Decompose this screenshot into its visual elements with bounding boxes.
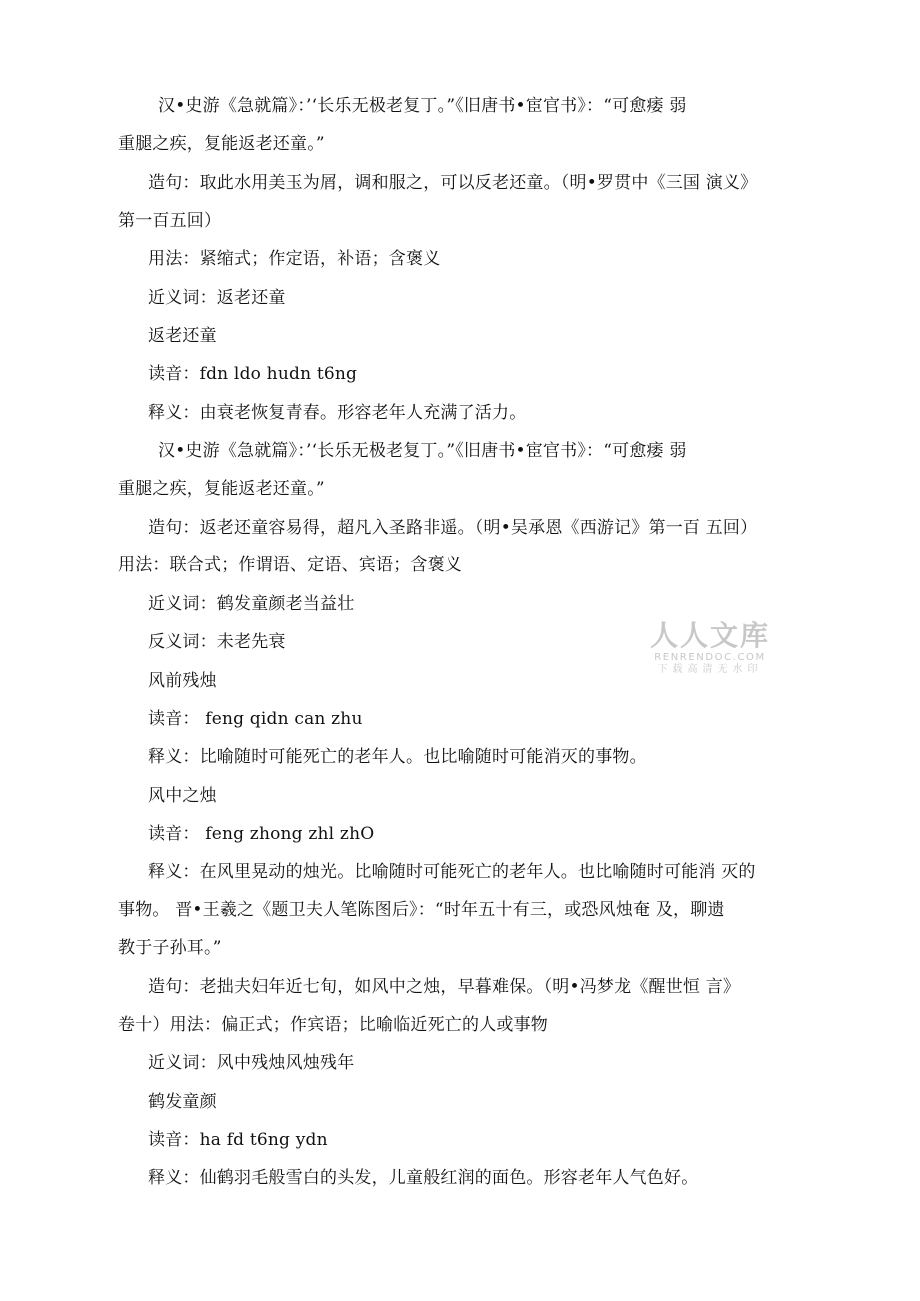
text-line: 造句：返老还童容易得，超凡入圣路非遥。（明•吴承恩《西游记》第一百 五回） <box>148 518 758 538</box>
text-line: 读音：ha fd t6ng ydn <box>148 1130 328 1150</box>
text-line: 事物。 晋•王羲之《题卫夫人笔陈图后》：“时年五十有三，或恐风烛奄 及，聊遗 <box>118 900 725 920</box>
text-line: 反义词：未老先衰 <box>148 632 286 652</box>
text-line: 重腿之疾，复能返老还童。” <box>118 479 325 499</box>
text-line: 汉•史游《急就篇》：’‘长乐无极老复丁。”《旧唐书•宦官书》：“可愈痿 弱 <box>158 96 687 116</box>
text-line: 释义：比喻随时可能死亡的老年人。也比喻随时可能消灭的事物。 <box>148 747 647 767</box>
text-line: 近义词：风中残烛风烛残年 <box>148 1053 355 1073</box>
entry-heading: 鹤发童颜 <box>148 1092 217 1112</box>
entry-heading: 返老还童 <box>148 326 217 346</box>
text-line: 读音：fdn ldo hudn t6ng <box>148 364 358 384</box>
text-line: 造句：老拙夫妇年近七旬，如风中之烛，早暮难保。（明•冯梦龙《醒世恒 言》 <box>148 977 741 997</box>
watermark-subtitle: RENRENDOC.COM <box>654 652 766 663</box>
entry-heading: 风前残烛 <box>148 671 217 691</box>
text-line: 读音： feng qidn can zhu <box>148 709 363 729</box>
text-line: 造句：取此水用美玉为屑，调和服之，可以反老还童。（明•罗贯中《三国 演义》 <box>148 173 758 193</box>
text-line: 释义：仙鹤羽毛般雪白的头发，儿童般红润的面色。形容老年人气色好。 <box>148 1168 699 1188</box>
watermark-tagline: 下载高清无水印 <box>657 664 763 675</box>
text-line: 卷十）用法：偏正式；作宾语；比喻临近死亡的人或事物 <box>118 1015 548 1035</box>
text-line: 释义：由衰老恢复青春。形容老年人充满了活力。 <box>148 403 527 423</box>
watermark <box>640 620 780 676</box>
entry-heading: 风中之烛 <box>148 786 217 806</box>
watermark-title: 人人文库 <box>649 619 770 652</box>
text-line: 近义词：返老还童 <box>148 288 286 308</box>
text-line: 用法：联合式；作谓语、定语、宾语；含褒义 <box>118 555 462 575</box>
text-line: 用法：紧缩式；作定语，补语；含褒义 <box>148 249 441 269</box>
text-line: 读音： feng zhong zhl zhO <box>148 824 375 844</box>
text-line: 近义词：鹤发童颜老当益壮 <box>148 594 355 614</box>
text-line: 释义：在风里晃动的烛光。比喻随时可能死亡的老年人。也比喻随时可能消 灭的 <box>148 862 756 882</box>
text-line: 汉•史游《急就篇》：’‘长乐无极老复丁。”《旧唐书•宦官书》：“可愈痿 弱 <box>158 441 687 461</box>
text-line: 教于子孙耳。” <box>118 938 222 958</box>
text-line: 第一百五回） <box>118 211 222 231</box>
text-line: 重腿之疾，复能返老还童。” <box>118 134 325 154</box>
